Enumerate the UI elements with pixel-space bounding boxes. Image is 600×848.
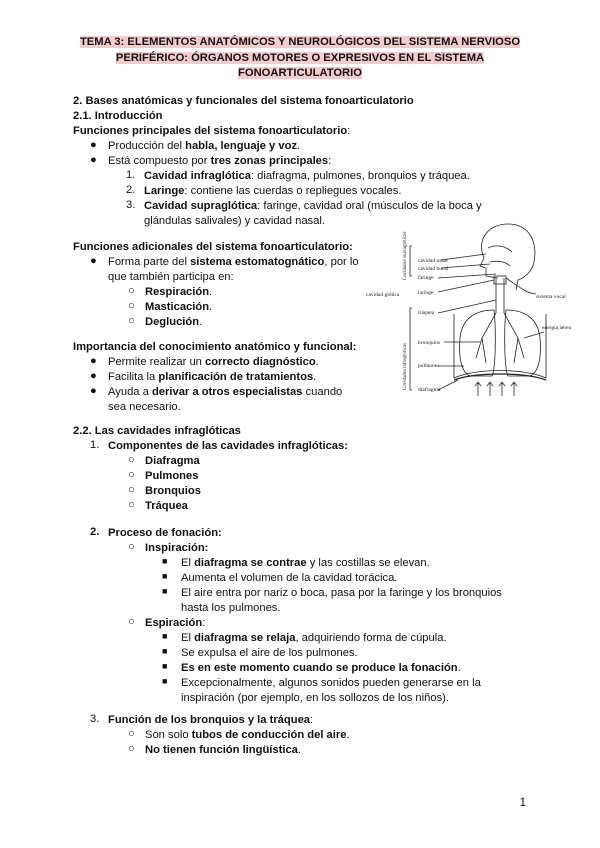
list-item: Facilita la planificación de tratamientos. [108,371,317,383]
label-cavidad-glotica: cavidad glótica [366,292,400,298]
bullet-icon: ● [90,255,97,267]
list-item: El diafragma se contrae y las costillas se elevan. [181,557,430,569]
leader-line [438,380,458,390]
label-laringe: laringe [418,290,434,296]
bronchi-shape [476,313,524,363]
list-item: Permite realizar un correcto diagnóstico. [108,356,319,368]
sub-item: Bronquios [145,485,201,497]
additional-functions-title: Funciones adicionales del sistema fonoarticulatorio: [73,241,353,253]
label-cavidad-bucal: cavidad bucal [418,266,449,272]
zone-item: Cavidad infraglótica: diafragma, pulmones, bronquios y tráquea. [144,170,470,182]
label-cavidad-nasal: cavidad nasal [418,258,448,264]
list-number: 2. [90,526,100,538]
oral-cavity [490,261,510,266]
title-line-1: TEMA 3: ELEMENTOS ANATÓMICOS Y NEUROLÓGICOS DEL SISTEMA NERVIOSO [79,36,521,48]
square-bullet-icon: ■ [162,676,168,686]
circle-bullet-icon: ○ [128,484,135,496]
expiration-label: Espiración: [145,617,206,629]
circle-bullet-icon: ○ [128,541,135,553]
subsection-heading: 2.1. Introducción [73,110,163,122]
list-number: 3. [90,713,100,725]
air-arrows-icon [475,382,517,396]
document-title [40,35,560,82]
label-pulmones: pulmones [418,363,440,369]
head-outline [481,224,534,290]
square-bullet-icon: ■ [162,631,168,641]
label-diafragma: diafragma [418,387,441,393]
thorax-outline [454,314,546,378]
bullet-icon: ● [90,139,97,151]
inspiration-label: Inspiración: [145,542,209,554]
leader-line [506,278,536,294]
components-title: Componentes de las cavidades infraglóticas: [108,440,348,452]
square-bullet-icon: ■ [162,661,168,671]
infraglottic-bracket [410,308,412,390]
sub-item: Son solo tubos de conducción del aire. [145,729,350,741]
list-item: El diafragma se relaja, adquiriendo forma de cúpula. [181,632,447,644]
zone-item: Laringe: contiene las cuerdas o repliegues vocales. [144,185,402,197]
list-item: Es en este momento cuando se produce la fonación. [181,662,461,674]
circle-bullet-icon: ○ [128,616,135,628]
title-line-2: PERIFÉRICO: ÓRGANOS MOTORES O EXPRESIVOS EN EL SISTEMA [115,51,485,64]
sub-item: Tráquea [145,500,188,512]
main-functions-title: Funciones principales del sistema fonoarticulatorio: [73,125,351,137]
label-faringe: faringe [418,275,434,281]
sub-item: No tienen función lingüística. [145,744,302,756]
list-item: Está compuesto por tres zonas principales: [108,155,332,167]
phonation-title: Proceso de fonación: [108,527,222,539]
circle-bullet-icon: ○ [128,728,135,740]
page-number: 1 [519,797,526,809]
circle-bullet-icon: ○ [128,469,135,481]
list-number: 2. [126,184,136,196]
bullet-icon: ● [90,154,97,166]
list-item: El aire entra por nariz o boca, pasa por la faringe y los bronquios [181,587,502,599]
label-sistema-vocal: sistema vocal [536,294,566,300]
nasal-cavity [488,246,512,252]
bronchi-function-title: Función de los bronquios y la tráquea: [108,714,314,726]
bullet-icon: ● [90,385,97,397]
list-item-cont: sea necesario. [108,401,181,413]
supraglottic-bracket [410,246,412,276]
square-bullet-icon: ■ [162,586,168,596]
list-number: 3. [126,199,136,211]
list-item: Aumenta el volumen de la cavidad torácica. [181,572,398,584]
leader-line [438,300,496,313]
bullet-icon: ● [90,355,97,367]
subsection-heading: 2.2. Las cavidades infraglóticas [73,425,241,437]
section-heading: 2. Bases anatómicas y funcionales del sistema fonoarticulatorio [73,95,414,107]
square-bullet-icon: ■ [162,646,168,656]
circle-bullet-icon: ○ [128,285,135,297]
list-item-cont: que también participa en: [108,271,234,283]
list-item: Forma parte del sistema estomatognático, por lo [108,256,359,268]
label-cavidades-infragloticas: Cavidades infraglóticas [403,342,408,390]
list-item: Se expulsa el aire de los pulmones. [181,647,358,659]
list-item: Excepcionalmente, algunos sonidos pueden generarse en la [181,677,481,689]
circle-bullet-icon: ○ [128,300,135,312]
phonatory-system-diagram [366,218,572,403]
left-lung [459,310,495,376]
square-bullet-icon: ■ [162,571,168,581]
circle-bullet-icon: ○ [128,454,135,466]
sub-item: Masticación. [145,301,213,313]
square-bullet-icon: ■ [162,556,168,566]
label-bronquios: bronquios [418,340,440,346]
circle-bullet-icon: ○ [128,743,135,755]
label-energia-aerea: energía aérea [542,325,572,331]
sub-item: Respiración. [145,286,213,298]
label-traquea: tráquea [418,310,435,316]
list-item: Ayuda a derivar a otros especialistas cuando [108,386,343,398]
list-item-cont: inspiración (por ejemplo, en los sollozos de los niños). [181,692,450,704]
importance-title: Importancia del conocimiento anatómico y funcional: [73,341,357,353]
list-item-cont: hasta los pulmones. [181,602,281,614]
sub-item: Pulmones [145,470,199,482]
title-line-3: FONOARTICULATORIO [238,67,362,79]
label-cavidades-supragloticas: Cavidades supraglóticas [403,231,408,280]
circle-bullet-icon: ○ [128,315,135,327]
zone-item: Cavidad supraglótica: faringe, cavidad oral (músculos de la boca y [144,200,482,212]
trachea-shape [496,278,504,313]
circle-bullet-icon: ○ [128,499,135,511]
sub-item: Deglución. [145,316,203,328]
leader-line [524,332,544,338]
zone-item-cont: glándulas salivales) y cavidad nasal. [144,215,325,227]
bullet-icon: ● [90,370,97,382]
list-number: 1. [126,169,136,181]
list-item: Producción del habla, lenguaje y voz. [108,140,301,152]
list-number: 1. [90,439,100,451]
right-lung [505,310,541,376]
sub-item: Diafragma [145,455,200,467]
leader-line [438,280,494,292]
